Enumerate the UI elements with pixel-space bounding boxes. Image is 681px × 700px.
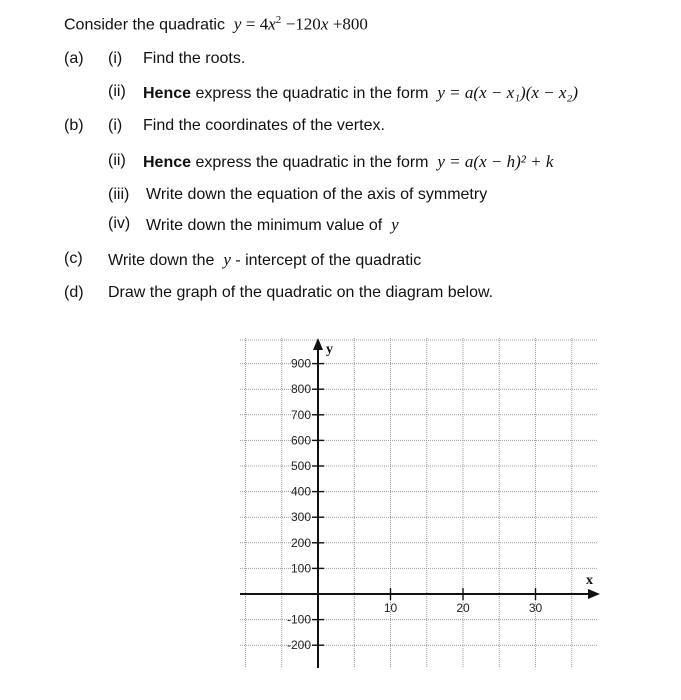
y-tick-label: 900 xyxy=(290,356,311,371)
part-b-iv-text: Write down the minimum value of xyxy=(146,217,383,234)
x-tick-label: 10 xyxy=(383,601,398,615)
x-tick-label: 20 xyxy=(456,601,470,615)
intro-plus: +800 xyxy=(332,14,368,34)
part-a-ii-label: (ii) xyxy=(108,83,126,100)
y-tick-label: 600 xyxy=(290,433,311,448)
part-b-ii-formula: y = a(x − h)² + k xyxy=(437,152,554,171)
part-d-label: (d) xyxy=(64,284,84,301)
x-tick-label: 30 xyxy=(528,601,543,615)
part-c-label: (c) xyxy=(64,250,83,267)
intro-x2: x xyxy=(320,14,329,34)
part-c-text-pre: Write down the xyxy=(108,252,215,269)
part-b-iii-label: (iii) xyxy=(108,186,130,203)
y-tick-label: 700 xyxy=(290,407,311,422)
y-tick-label: 200 xyxy=(290,535,311,550)
y-tick-label: 100 xyxy=(290,561,311,576)
y-axis-label: y xyxy=(326,342,333,357)
intro-y: y xyxy=(233,14,242,34)
part-b-iv-label: (iv) xyxy=(108,215,131,232)
y-tick-label: 800 xyxy=(290,382,311,397)
axis-labels xyxy=(287,342,593,652)
part-b-iii-text: Write down the equation of the axis of symmetry xyxy=(146,186,488,203)
part-b-iv-var: y xyxy=(391,215,399,234)
part-c-text-post: - intercept of the quadratic xyxy=(235,252,422,269)
part-c-var: y xyxy=(223,250,231,269)
y-tick-label: 500 xyxy=(290,459,311,473)
y-tick-label: -100 xyxy=(286,612,311,627)
part-a-label: (a) xyxy=(64,50,84,67)
part-b-i-label: (i) xyxy=(108,117,123,134)
part-a-i-label: (i) xyxy=(108,50,123,67)
part-b-ii-text: express the quadratic in the form xyxy=(195,154,429,171)
part-b-ii-bold: Hence xyxy=(143,154,192,171)
part-a-ii-bold: Hence xyxy=(143,85,192,102)
intro-text: Consider the quadratic xyxy=(64,16,225,34)
part-a-ii-formula: y = a(x − x₁)(x − x₂) xyxy=(437,83,578,102)
part-a-ii-text: express the quadratic in the form xyxy=(195,85,429,102)
intro-minus: −120 xyxy=(285,14,321,34)
part-a-i-text: Find the roots. xyxy=(143,50,246,67)
intro-eq: = 4 xyxy=(245,14,269,34)
part-d-text: Draw the graph of the quadratic on the diagram below. xyxy=(108,284,494,301)
part-b-i-text: Find the coordinates of the vertex. xyxy=(143,117,385,134)
intro-exp: 2 xyxy=(275,14,282,26)
y-tick-label: 300 xyxy=(290,510,311,525)
intro-x1: x xyxy=(268,14,276,34)
part-b-label: (b) xyxy=(64,117,84,134)
part-b-ii-label: (ii) xyxy=(108,152,126,169)
x-axis-arrow xyxy=(588,589,600,599)
x-axis-label: x xyxy=(586,573,593,588)
y-tick-label: -200 xyxy=(286,638,311,653)
y-tick-label: 400 xyxy=(290,484,311,499)
